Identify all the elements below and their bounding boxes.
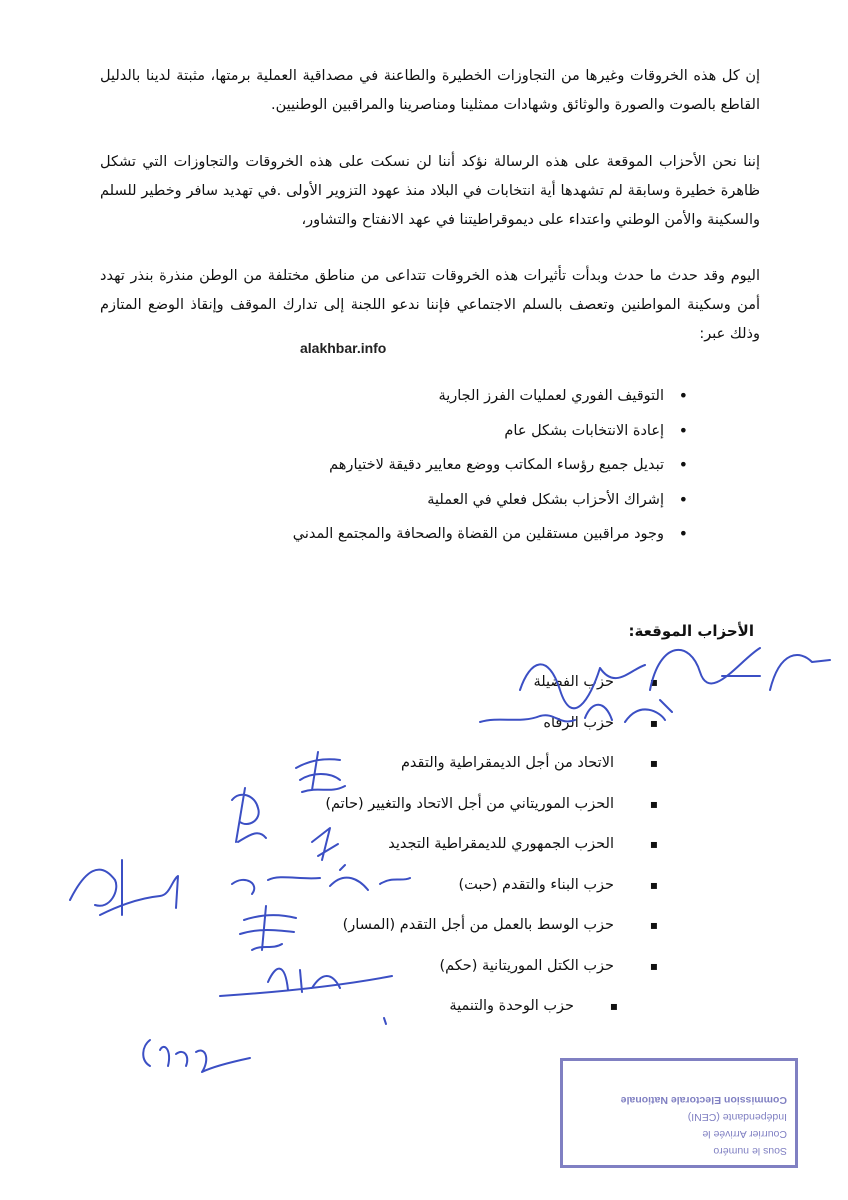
- demand-item: • التوقيف الفوري لعمليات الفرز الجارية: [293, 384, 688, 419]
- stamp-line: Commission Electorale Nationale: [620, 1094, 787, 1106]
- demand-item: • وجود مراقبين مستقلين من القضاة والصحافة والمجتمع المدني: [293, 522, 688, 557]
- demand-item: • تبديل جميع رؤساء المكاتب ووضع معايير دقيقة لاختيارهم: [293, 453, 688, 488]
- party-item: ▪ حزب الوحدة والتنمية: [325, 994, 618, 1035]
- stamp-line: Indépendante (CENI): [687, 1111, 787, 1123]
- party-item: ▪ حزب البناء والتقدم (حبت): [325, 873, 658, 914]
- stamp-line: Sous le numéro: [713, 1145, 787, 1157]
- paragraph-call-to-action: اليوم وقد حدث ما حدث وبدأت تأثيرات هذه الخروقات تتداعى من مناطق مختلفة من الوطن منذرة بنذر تهدد أمن وسكينة المواطنين وتعصف بالسلم الاجتماعي فإننا ندعو اللجنة إلى تدارك الموقف وإنقاذ الوضع المتازم وذلك عبر:: [100, 268, 760, 342]
- parties-list: [325, 670, 658, 1035]
- party-item: ▪ الحزب الجمهوري للديمقراطية التجديد: [325, 832, 658, 873]
- demand-item: • إعادة الانتخابات بشكل عام: [293, 419, 688, 454]
- party-item: ▪ حزب الوسط بالعمل من أجل التقدم (المسار): [325, 913, 658, 954]
- party-item: ▪ حزب الكتل الموريتانية (حكم): [325, 954, 658, 995]
- commission-stamp: [560, 1058, 798, 1168]
- paragraph-violations-evidence: إن كل هذه الخروقات وغيرها من التجاوزات الخطيرة والطاعنة في مصداقية العملية برمتها، مثبتة لدينا بالدليل القاطع بالصوت والصورة والوثائق وشهادات ممثلينا ومناصرينا والمراقبين الوطنيين.: [100, 68, 760, 113]
- party-item: ▪ الاتحاد من أجل الديمقراطية والتقدم: [325, 751, 658, 792]
- party-item: ▪ حزب الفضيلة: [325, 670, 658, 711]
- party-item: ▪ حزب الرفاه: [325, 711, 658, 752]
- signature-4: [232, 788, 266, 842]
- demands-list: [293, 384, 688, 557]
- paragraph-parties-statement: إننا نحن الأحزاب الموقعة على هذه الرسالة نؤكد أننا لن نسكت على هذه الخروقات والتجاوزات التي تشكل ظاهرة خطيرة وسابقة لم تشهدها أية انتخابات في البلاد منذ عهود التزوير الأولى .في تهديد سافر وخطير للسلم والسكينة والأمن الوطني واعتداء على ديموقراطيتنا في عهد الانفتاح والتشاور،: [100, 154, 760, 228]
- parties-heading: الأحزاب الموقعة:: [628, 622, 754, 640]
- signature-6: [70, 860, 178, 915]
- stamp-line: Courrier Arrivée le: [702, 1128, 787, 1140]
- signature-10: [143, 1040, 250, 1072]
- watermark: alakhbar.info: [300, 340, 387, 356]
- party-item: ▪ الحزب الموريتاني من أجل الاتحاد والتغيير (حاتم): [325, 792, 658, 833]
- signature-8: [240, 906, 296, 950]
- demand-item: • إشراك الأحزاب بشكل فعلي في العملية: [293, 488, 688, 523]
